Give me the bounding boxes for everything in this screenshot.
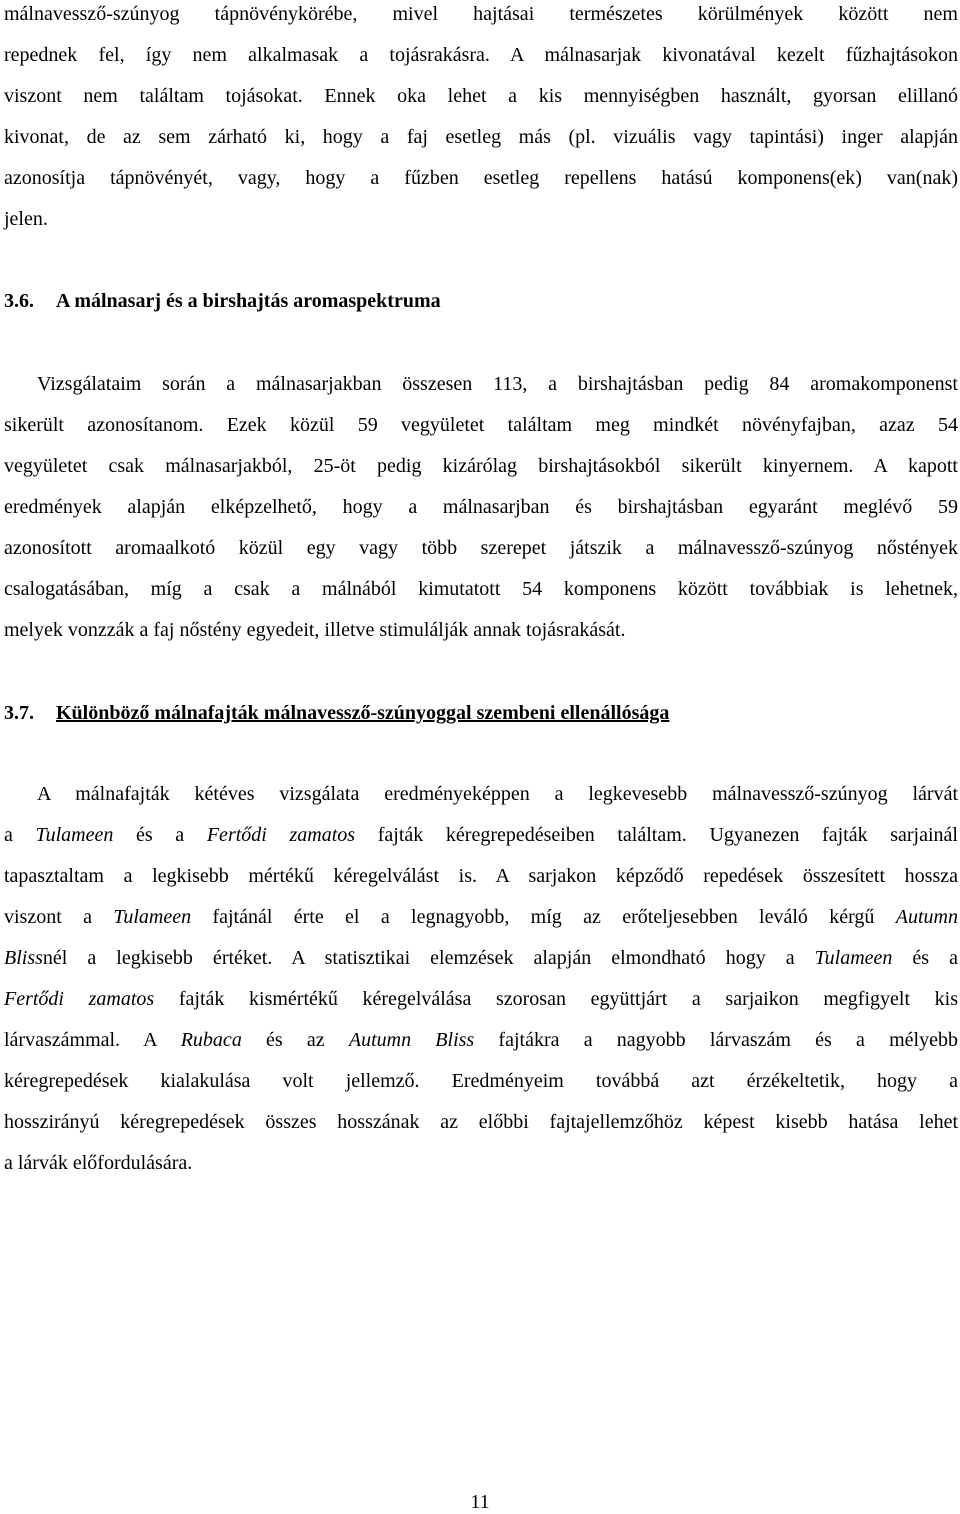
section-number: 3.6. bbox=[4, 290, 34, 312]
paragraph-line: melyek vonzzák a faj nőstény egyedeit, illetve stimulálják annak tojásrakását. bbox=[4, 619, 626, 641]
cultivar-name: Rubaca bbox=[180, 1029, 242, 1051]
section-heading-3-7 bbox=[4, 701, 669, 725]
paragraph-line: kivonat, de az sem zárható ki, hogy a faj esetleg más (pl. vizuális vagy tapintási) inger alapján bbox=[4, 126, 958, 148]
page-number: 11 bbox=[470, 1491, 490, 1513]
paragraph-line: Vizsgálataim során a málnasarjakban összesen 113, a birshajtásban pedig 84 aromakomponenst bbox=[37, 373, 958, 395]
cultivar-name: Tulameen bbox=[814, 947, 893, 969]
paragraph-line: azonosítja tápnövényét, vagy, hogy a fűzben esetleg repellens hatású komponens(ek) van(nak) bbox=[4, 167, 958, 189]
paragraph-line: repednek fel, így nem alkalmasak a tojásrakásra. A málnasarjak kivonatával kezelt fűzhajtásokon bbox=[4, 44, 958, 66]
paragraph-line bbox=[4, 823, 958, 847]
paragraph-line: a lárvák előfordulására. bbox=[4, 1152, 193, 1174]
paragraph-line: hosszirányú kéregrepedések összes hosszának az előbbi fajtajellemzőhöz képest kisebb hatása lehet bbox=[4, 1111, 958, 1133]
text-run: a bbox=[4, 824, 36, 846]
cultivar-name: Tulameen bbox=[35, 824, 114, 846]
text-run: nél a legkisebb értéket. A statisztikai elemzések alapján elmondható hogy a bbox=[42, 947, 815, 969]
paragraph-line bbox=[4, 987, 958, 1011]
text-run: viszont a bbox=[4, 906, 114, 928]
paragraph-line: A málnafajták kétéves vizsgálata eredményeképpen a legkevesebb málnavessző-szúnyog lárvát bbox=[37, 783, 958, 805]
section-number: 3.7. bbox=[4, 702, 34, 724]
cultivar-name: Autumn Bliss bbox=[348, 1029, 475, 1051]
paragraph-line: eredmények alapján elképzelhető, hogy a málnasarjban és birshajtásban egyaránt meglévő 59 bbox=[4, 496, 958, 518]
text-run: lárvaszámmal. A bbox=[4, 1029, 181, 1051]
paragraph-line: málnavessző-szúnyog tápnövénykörébe, mivel hajtásai természetes körülmények között nem bbox=[4, 3, 958, 25]
paragraph-line: kéregrepedések kialakulása volt jellemző. Eredményeim továbbá azt érzékeltetik, hogy a bbox=[4, 1070, 958, 1092]
text-run: fajtánál érte el a legnagyobb, míg az erőteljesebben leváló kérgű bbox=[191, 906, 896, 928]
cultivar-name: Fertődi zamatos bbox=[4, 988, 155, 1010]
section-heading-3-6 bbox=[4, 289, 441, 313]
text-run: és a bbox=[892, 947, 958, 969]
paragraph-line: vegyületet csak málnasarjakból, 25-öt pedig kizárólag birshajtásokból sikerült kinyernem. A kapott bbox=[4, 455, 958, 477]
paragraph-line: tapasztaltam a legkisebb mértékű kéregelválást is. A sarjakon képződő repedések összesített hossza bbox=[4, 865, 958, 887]
cultivar-name: Autumn bbox=[895, 906, 958, 928]
text-run: fajtákra a nagyobb lárvaszám és a mélyebb bbox=[474, 1029, 958, 1051]
paragraph-line: sikerült azonosítanom. Ezek közül 59 vegyületet találtam meg mindkét növényfajban, azaz 54 bbox=[4, 414, 958, 436]
paragraph-line: jelen. bbox=[4, 208, 48, 230]
text-run: és a bbox=[113, 824, 207, 846]
text-run: és az bbox=[241, 1029, 349, 1051]
text-run: fajták kéregrepedéseiben találtam. Ugyanezen fajták sarjainál bbox=[355, 824, 958, 846]
section-title: A málnasarj és a birshajtás aromaspektruma bbox=[56, 290, 441, 312]
section-title: Különböző málnafajták málnavessző-szúnyoggal szembeni ellenállósága bbox=[56, 702, 670, 724]
paragraph-line: azonosított aromaalkotó közül egy vagy több szerepet játszik a málnavessző-szúnyog nőstények bbox=[4, 537, 958, 559]
text-run: fajták kismértékű kéregelválása szorosan együttjárt a sarjaikon megfigyelt kis bbox=[154, 988, 958, 1010]
paragraph-line: csalogatásában, míg a csak a málnából kimutatott 54 komponens között továbbiak is lehetnek, bbox=[4, 578, 958, 600]
paragraph-line bbox=[4, 946, 958, 970]
cultivar-name: Fertődi zamatos bbox=[206, 824, 356, 846]
cultivar-name: Bliss bbox=[4, 947, 43, 969]
paragraph-line bbox=[4, 1028, 958, 1052]
paragraph-line bbox=[4, 905, 958, 929]
paragraph-line: viszont nem találtam tojásokat. Ennek oka lehet a kis mennyiségben használt, gyorsan elillanó bbox=[4, 85, 958, 107]
cultivar-name: Tulameen bbox=[113, 906, 192, 928]
